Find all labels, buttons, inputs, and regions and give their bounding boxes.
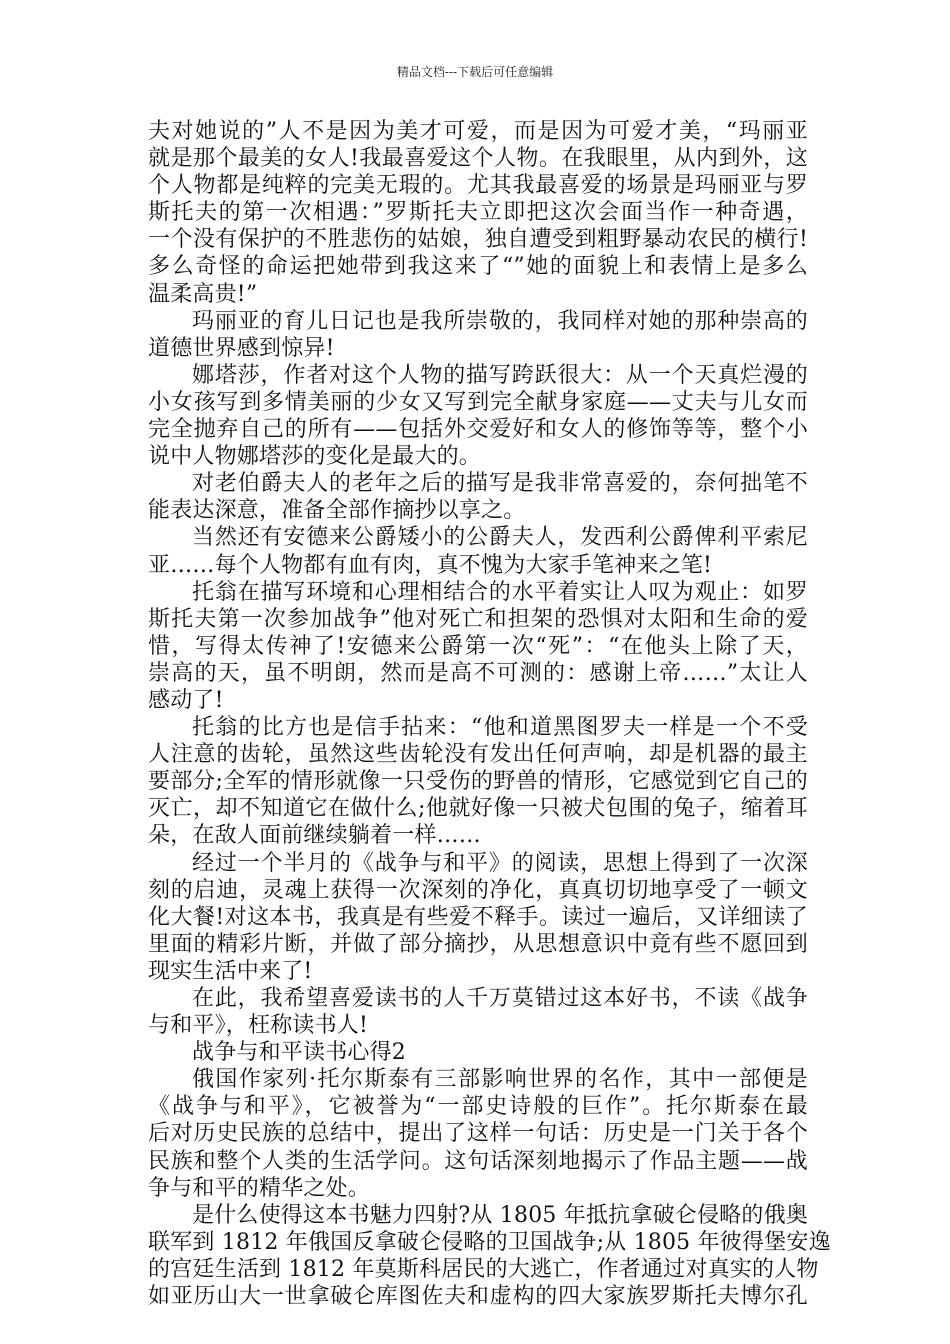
text-line: 灭亡，却不知道它在做什么;他就好像一只被犬包围的兔子，缩着耳 [148, 796, 808, 822]
text-line: 惜，写得太传神了!安德来公爵第一次“死”：“在他头上除了天， [148, 633, 808, 659]
text-line: 是什么使得这本书魅力四射?从 1805 年抵抗拿破仑侵略的俄奥 [192, 1202, 808, 1228]
text-line: 小女孩写到多情美丽的少女又写到完全献身家庭——丈夫与儿女而 [148, 389, 808, 415]
text-line: 夫对她说的”人不是因为美才可爱，而是因为可爱才美，“玛丽亚 [148, 119, 808, 144]
text-line: 争与和平的精华之处。 [148, 1175, 371, 1201]
text-line: 托翁的比方也是信手拈来：“他和道黑图罗夫一样是一个不受 [192, 715, 808, 741]
paragraph [148, 985, 808, 1039]
paragraph [148, 118, 808, 308]
text-line: 里面的精彩片断，并做了部分摘抄，从思想意识中竟有些不愿回到 [148, 931, 808, 957]
text-line: 斯托夫的第一次相遇：”罗斯托夫立即把这次会面当作一种奇遇， [148, 200, 808, 226]
paragraph [148, 470, 808, 524]
page-header: 精品文档---下载后可任意编辑 [396, 65, 554, 79]
text-line: 崇高的天，虽不明朗，然而是高不可测的：感谢上帝……”太让人 [148, 660, 808, 686]
text-line: 朵，在敌人面前继续躺着一样…… [148, 823, 482, 849]
text-line: 民族和整个人类的生活学问。这句话深刻地揭示了作品主题——战 [148, 1148, 808, 1174]
text-line: 玛丽亚的育儿日记也是我所崇敬的，我同样对她的那种崇高的 [192, 308, 808, 334]
text-line: 完全抛弃自己的所有——包括外交爱好和女人的修饰等等，整个小 [148, 417, 808, 443]
text-line: 就是那个最美的女人!我最喜爱这个人物。在我眼里，从内到外，这 [148, 146, 808, 172]
text-line: 道德世界感到惊异! [148, 335, 335, 361]
paragraph [148, 524, 808, 578]
text-line: 亚……每个人物都有血有肉，真不愧为大家手笔神来之笔! [148, 552, 713, 578]
text-line: 俄国作家列·托尔斯泰有三部影响世界的名作，其中一部便是 [192, 1067, 808, 1093]
text-line: 《战争与和平》，它被誉为“一部史诗般的巨作”。托尔斯泰在最 [148, 1094, 808, 1120]
text-line: 感动了! [148, 687, 224, 713]
text-line: 个人物都是纯粹的完美无瑕的。尤其我最喜爱的场景是玛丽亚与罗 [148, 173, 808, 199]
paragraph [148, 579, 808, 714]
text-line: 温柔高贵!” [148, 281, 258, 307]
text-line: 化大餐!对这本书，我真是有些爱不释手。读过一遍后，又详细读了 [148, 904, 808, 930]
text-line: 要部分;全军的情形就像一只受伤的野兽的情形，它感觉到它自己的 [148, 769, 808, 795]
text-line: 与和平》，枉称读书人! [148, 1013, 369, 1039]
text-line: 战争与和平读书心得2 [192, 1040, 406, 1066]
paragraph [148, 714, 808, 849]
text-line: 如亚历山大一世拿破仑库图佐夫和虚构的四大家族罗斯托夫博尔孔 [148, 1284, 808, 1310]
text-line: 多么奇怪的命运把她带到我这来了“”她的面貌上和表情上是多么 [148, 254, 808, 280]
text-line: 能表达深意，准备全部作摘抄以享之。 [148, 498, 526, 524]
text-line: 一个没有保护的不胜悲伤的姑娘，独自遭受到粗野暴动农民的横行! [148, 227, 808, 253]
text-line: 斯托夫第一次参加战争”他对死亡和担架的恐惧对太阳和生命的爱 [148, 606, 808, 632]
text-line: 现实生活中来了! [148, 958, 313, 984]
paragraph [148, 1202, 831, 1310]
text-line: 说中人物娜塔莎的变化是最大的。 [148, 444, 482, 470]
text-line: 的宫廷生活到 1812 年莫斯科居民的大逃亡，作者通过对真实的人物 [148, 1256, 819, 1282]
text-line: 在此，我希望喜爱读书的人千万莫错过这本好书，不读《战争 [192, 986, 808, 1011]
text-line: 当然还有安德来公爵矮小的公爵夫人，发西利公爵俾利平索尼 [192, 525, 808, 551]
paragraph [148, 362, 808, 470]
text-line: 托翁在描写环境和心理相结合的水平着实让人叹为观止：如罗 [192, 579, 808, 605]
paragraph [148, 1039, 808, 1066]
text-line: 娜塔莎，作者对这个人物的描写跨跃很大：从一个天真烂漫的 [192, 362, 808, 388]
text-line: 人注意的齿轮，虽然这些齿轮没有发出任何声响，却是机器的最主 [148, 742, 808, 768]
text-line: 对老伯爵夫人的老年之后的描写是我非常喜爱的，奈何拙笔不 [192, 471, 808, 497]
text-line: 经过一个半月的《战争与和平》的阅读，思想上得到了一次深 [192, 850, 808, 876]
text-line: 后对历史民族的总结中，提出了这样一句话：历史是一门关于各个 [148, 1121, 808, 1147]
paragraph [148, 1066, 808, 1201]
paragraph [148, 308, 808, 362]
text-line: 刻的启迪，灵魂上获得一次深刻的净化，真真切切地享受了一顿文 [148, 877, 808, 903]
document-body [148, 118, 831, 1310]
paragraph [148, 850, 808, 985]
text-line: 联军到 1812 年俄国反拿破仑侵略的卫国战争;从 1805 年彼得堡安逸 [148, 1229, 831, 1255]
